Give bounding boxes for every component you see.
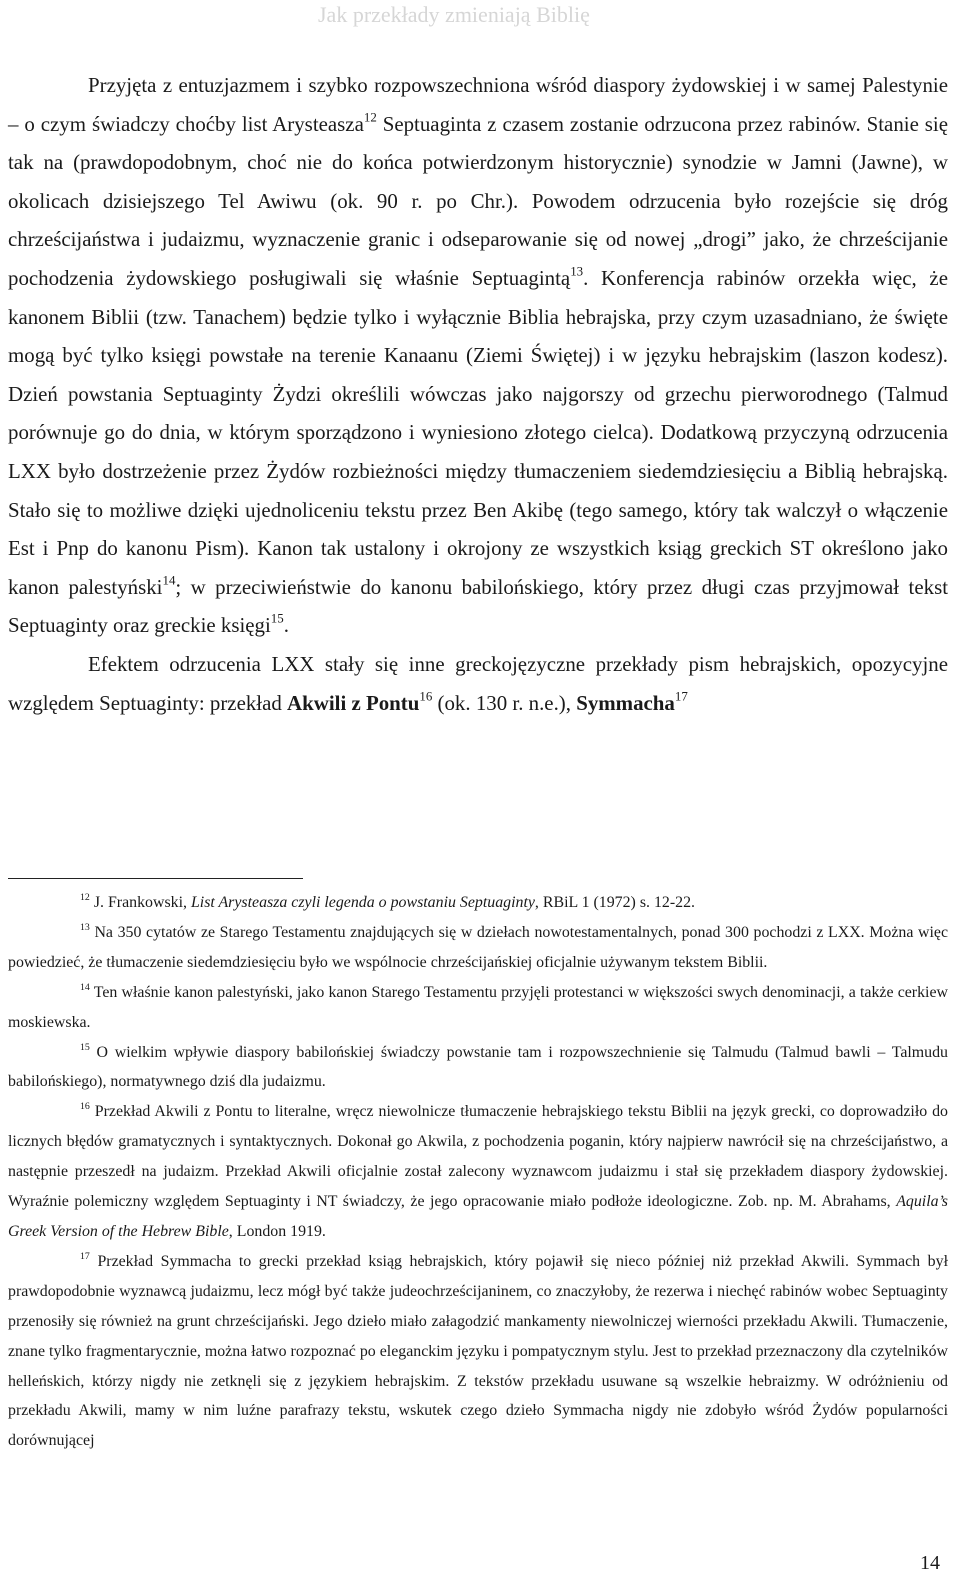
footnote-14: $^{14}$ Ten właśnie kanon palestyński, jako kanon Starego Testamentu przyjęli protestanci w większości swych denominacji, a także cerkiew moskiewska. bbox=[8, 981, 948, 1031]
paragraph-1: Przyjęta z entuzjazmem i szybko rozpowszechniona wśród diaspory żydowskiej i w samej Palestynie – o czym świadczy choćby list Arysteasza$^{12}$ Septuaginta z czasem zostanie odrzucona przez rabinów. Stanie się tak na (prawdopodobnym, choć nie do końca potwierdzonym historycznie) synodzie w Jamni (Jawne), w okolicach dzisiejszego Tel Awiwu (ok. 90 r. po Chr.). Powodem odrzucenia było rozejście się dróg chrześcijaństwa i judaizmu, wyznaczenie granic i odseparowanie się od nowej „drogi” jako, że chrześcijanie pochodzenia żydowskiego posługiwali się właśnie Septuagintą$^{13}$. Konferencja rabinów orzekła więc, że kanonem Biblii (tzw. Tanachem) będzie tylko i wyłącznie Biblia hebrajska, przy czym uzasadniano, że święte mogą być tylko księgi powstałe na terenie Kanaanu (Ziemi Świętej) i w języku hebrajskim (laszon kodesz). Dzień powstania Septuaginty Żydzi określili wówczas jako najgorszy od grzechu pierworodnego (Talmud porównuje go do dnia, w którym sporządzono i wyniesiono złotego cielca). Dodatkową przyczyną odrzucenia LXX było dostrzeżenie przez Żydów rozbieżności między tłumaczeniem siedemdziesięciu a Biblią hebrajską. Stało się to możliwe dzięki ujednoliceniu tekstu przez Ben Akibę (tego samego, który tak walczył o włączenie Est i Pnp do kanonu Pism). Kanon tak ustalony i okrojony ze wszystkich ksiąg greckich ST określono jako kanon palestyński$^{14}$; w przeciwieństwie do kanonu babilońskiego, który przez długi czas przyjmował tekst Septuaginty oraz greckie księgi$^{15}$. bbox=[8, 73, 948, 638]
footnote-ref-14[interactable]: 14 bbox=[162, 572, 176, 588]
bold-symmach: Symmacha bbox=[576, 690, 675, 715]
footnote-ref-13[interactable]: 13 bbox=[570, 263, 584, 279]
footnote-separator bbox=[8, 878, 303, 879]
running-header: Jak przekłady zmieniają Biblię bbox=[318, 2, 590, 27]
footnote-ref-16[interactable]: 16 bbox=[419, 688, 433, 704]
footnote-13: $^{13}$ Na 350 cytatów ze Starego Testamentu znajdujących się w dziełach nowotestamentalnych, ponad 300 pochodzi z LXX. Można więc powiedzieć, że tłumaczenie siedemdziesięciu było we wspólnocie chrześcijańskiej oficjalnie używanym tekstem Biblii. bbox=[8, 921, 948, 971]
footnote-12: $^{12}$ J. Frankowski, List Arysteasza czyli legenda o powstaniu Septuaginty, RBiL 1 (1972) s. 12-22. bbox=[80, 891, 695, 911]
footnote-ref-12[interactable]: 12 bbox=[363, 109, 377, 125]
main-text bbox=[8, 66, 948, 722]
footnote-17: $^{17}$ Przekład Symmacha to grecki przekład ksiąg hebrajskich, który pojawił się nieco później niż przekład Akwili. Symmach był prawdopodobnie wyznawcą judaizmu, lecz mógł być także judeochrześcijaninem, co znaczyłoby, że rezerwa i niechęć rabinów wobec Septuaginty przenosiły się również na grunt chrześcijański. Jego dzieło miało załagodzić mankamenty niewolniczej wierności przekładu Akwili. Tłumaczenie, znane tylko fragmentarycznie, można łatwo rozpoznać po eleganckim języku i pompatycznym stylu. Jest to przekład przeznaczony dla czytelników helleńskich, którzy nigdy nie zetknęli się z językiem hebrajskim. Z tekstów przekładu usuwane są wszelkie hebraizmy. W odróżnieniu od przekładu Akwili, mamy w nim luźne parafrazy tekstu, wskutek czego dzieło Symmacha nigdy nie zdobyło wśród Żydów popularności dorównującej bbox=[8, 1250, 948, 1450]
footnote-16: $^{16}$ Przekład Akwili z Pontu to literalne, wręcz niewolnicze tłumaczenie hebrajskiego tekstu Biblii na język grecki, co doprowadziło do licznych błędów gramatycznych i syntaktycznych. Dokonał go Akwila, z pochodzenia poganin, który najpierw nawrócił się na chrześcijaństwo, a następnie przeszedł na judaizm. Przekład Akwili oficjalnie został zalecony wyznawcom judaizmu i stał się przekładem diaspory żydowskiej. Wyraźnie polemiczny względem Septuaginty i NT świadczy, że jego opracowanie miało podłoże ideologiczne. Zob. np. M. Abrahams, Aquila’s Greek Version of the Hebrew Bible, London 1919. bbox=[8, 1101, 948, 1240]
page-number: 14 bbox=[920, 1552, 940, 1574]
bold-akwila: Akwili z Pontu bbox=[287, 690, 420, 715]
paragraph-2: Efektem odrzucenia LXX stały się inne greckojęzyczne przekłady pism hebrajskich, opozycyjne względem Septuaginty: przekład Akwili z Pontu$^{16}$ (ok. 130 r. n.e.), Symmacha$^{17}$ bbox=[8, 651, 948, 715]
footnote-ref-15[interactable]: 15 bbox=[270, 610, 284, 626]
footnote-15: $^{15}$ O wielkim wpływie diaspory babilońskiej świadczy powstanie tam i rozpowszechnienie się Talmudu (Talmud bawli – Talmudu babilońskiego), normatywnego dziś dla judaizmu. bbox=[8, 1041, 948, 1091]
footnote-ref-17[interactable]: 17 bbox=[674, 688, 688, 704]
footnotes bbox=[8, 888, 948, 1456]
